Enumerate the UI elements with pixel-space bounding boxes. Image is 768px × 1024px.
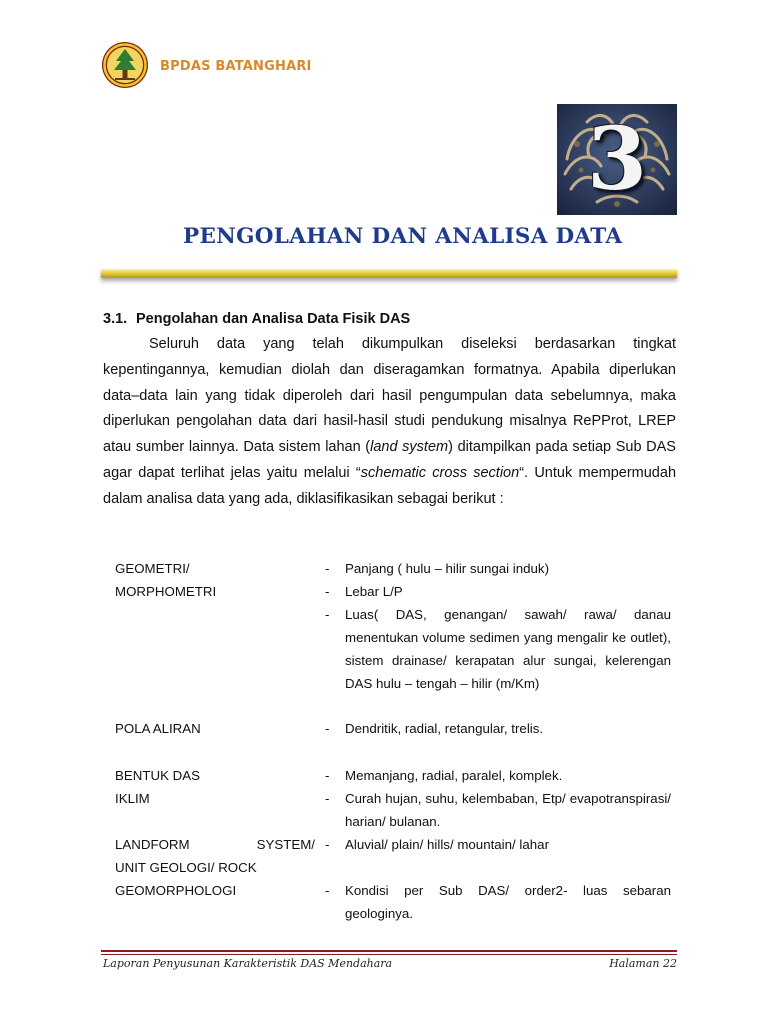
classification-label [115, 879, 315, 902]
classification-items [325, 787, 671, 833]
classification-label-line: BENTUK DAS [115, 768, 200, 783]
classification-item-text: Kondisi per Sub DAS/ order2- luas sebaran geologinya. [345, 883, 671, 921]
classification-item [325, 833, 671, 856]
organization-name: BPDAS BATANGHARI [160, 59, 312, 74]
classification-label-line: POLA ALIRAN [115, 721, 201, 736]
list-dash: - [325, 607, 330, 622]
classification-item-text: Dendritik, radial, retangular, trelis. [345, 721, 544, 736]
classification-label-line: GEOMETRI/ [115, 561, 190, 576]
classification-label-line: GEOMORPHOLOGI [115, 883, 237, 898]
chapter-badge [557, 104, 677, 215]
paragraph-italic-term: land system [370, 439, 449, 456]
footer-rule [101, 950, 677, 952]
list-dash: - [325, 883, 330, 898]
list-dash: - [325, 768, 330, 783]
classification-item-text: Panjang ( hulu – hilir sungai induk) [345, 561, 550, 576]
classification-label [115, 787, 315, 810]
classification-items [325, 764, 671, 787]
body-paragraph [103, 332, 676, 513]
chapter-number: 3 [587, 109, 647, 210]
section-heading [103, 311, 410, 327]
list-dash: - [325, 721, 330, 736]
classification-item [325, 557, 671, 580]
classification-label-line: UNIT GEOLOGI/ ROCK [115, 860, 257, 875]
classification-items [325, 557, 671, 695]
classification-item [325, 603, 671, 695]
paragraph-text: “. Untuk mempermudah dalam analisa data yang ada, diklasifikasikan sebagai berikut : [103, 464, 677, 507]
classification-items [325, 833, 671, 856]
classification-label [115, 764, 315, 787]
section-number: 3.1. [103, 311, 128, 327]
classification-item [325, 580, 671, 603]
title-divider [101, 269, 677, 278]
footer-rule-thin [101, 954, 677, 955]
classification-label [115, 557, 315, 603]
classification-items [325, 879, 671, 925]
classification-item [325, 879, 671, 925]
list-dash: - [325, 837, 330, 852]
classification-item-text: Lebar L/P [345, 584, 403, 599]
paragraph-italic-term: schematic cross section [360, 464, 520, 481]
list-dash: - [325, 584, 330, 599]
footer-page-number: Halaman 22 [609, 957, 677, 970]
classification-label-line: MORPHOMETRI [115, 584, 217, 599]
paragraph-text: ) ditampilkan pada setiap Sub DAS agar dapat terlihat jelas yaitu melalui “ [103, 439, 676, 481]
section-title: Pengolahan dan Analisa Data Fisik DAS [136, 311, 411, 327]
classification-label-line: IKLIM [115, 791, 150, 806]
classification-item-text: Curah hujan, suhu, kelembaban, Etp/ evapotranspirasi/ harian/ bulanan. [345, 791, 671, 829]
list-dash: - [325, 561, 330, 576]
classification-label-line: LANDFORM SYSTEM/ [115, 837, 315, 852]
chapter-title: PENGOLAHAN DAN ANALISA DATA [183, 224, 623, 249]
classification-label [115, 717, 315, 740]
paragraph-text: Seluruh data yang telah dikumpulkan diseleksi berdasarkan tingkat kepentingannya, kemudian diolah dan diseragamkan formatnya. Apabila diperlukan data–data lain yang tidak diperoleh dari hasil pengumpulan data sebelumnya, maka diperlukan pengolahan data dari hasil-hasil studi pendukung misalnya RePProt, LREP atau sumber lainnya. Data sistem lahan ( [103, 336, 676, 456]
classification-items [325, 717, 671, 740]
forestry-tree-emblem-icon [101, 41, 149, 89]
organization-logo [101, 41, 149, 89]
classification-item-text: Aluvial/ plain/ hills/ mountain/ lahar [345, 837, 549, 852]
classification-item-text: Memanjang, radial, paralel, komplek. [345, 768, 563, 783]
list-dash: - [325, 791, 330, 806]
footer-report-title: Laporan Penyusunan Karakteristik DAS Mendahara [103, 957, 393, 970]
classification-label [115, 833, 315, 879]
classification-item [325, 717, 671, 740]
classification-item-text: Luas( DAS, genangan/ sawah/ rawa/ danau menentukan volume sedimen yang mengalir ke outlet), sistem drainase/ kerapatan alur sungai, kelerengan DAS hulu – tengah – hilir (m/Km) [345, 607, 671, 691]
classification-item [325, 764, 671, 787]
classification-item [325, 787, 671, 833]
